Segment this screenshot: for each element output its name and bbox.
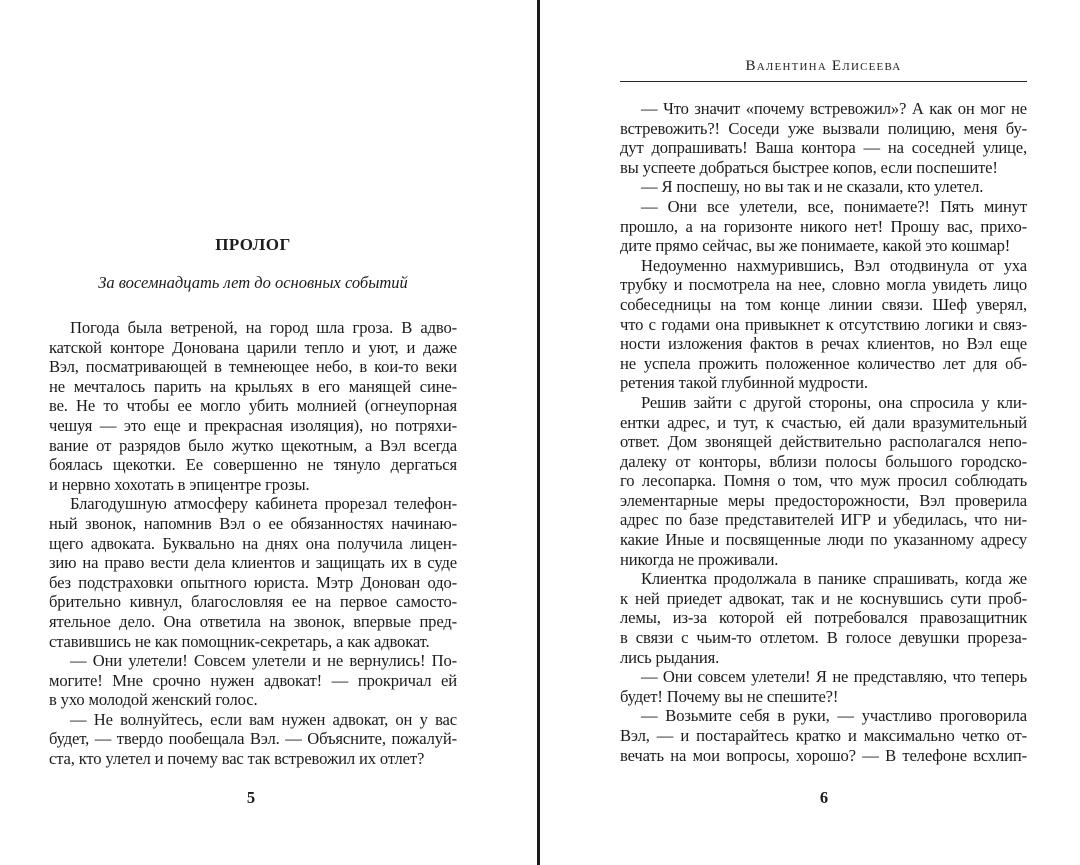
text-line: — Не волнуйтесь, если вам нужен адвокат, он у вас bbox=[70, 709, 457, 729]
text-line: ста, кто улетел и почему вас так встревожил их отлет? bbox=[49, 749, 425, 769]
text-line: — Они совсем улетели! Я не представляю, что теперь bbox=[641, 667, 1027, 687]
text-line: чешуя — это еще и прекрасная изоляция), но потряхи- bbox=[49, 415, 457, 435]
text-line: — Они улетели! Совсем улетели и не вернулись! По- bbox=[70, 651, 457, 671]
page-number-right: 6 bbox=[819, 788, 829, 807]
running-head-rule bbox=[620, 81, 1027, 82]
chapter-title: ПРОЛОГ bbox=[215, 235, 291, 254]
text-line: элементарные меры предосторожности, Вэл проверила bbox=[620, 490, 1027, 510]
text-line: Погода была ветреной, на город шла гроза. В адво- bbox=[70, 318, 457, 337]
text-line: зию на право вести дела клиентов и защищать их в суде bbox=[49, 553, 457, 573]
paragraph bbox=[620, 393, 1027, 569]
left-page bbox=[0, 0, 537, 865]
text-line: ный звонок, напомнив Вэл о ее обязанностях начинаю- bbox=[49, 513, 457, 533]
text-line: ности изложения фактов в речах клиентов, но Вэл еще bbox=[620, 334, 1027, 354]
text-line: встревожить?! Соседи уже вызвали полицию, меня бу- bbox=[620, 118, 1027, 138]
right-page-text bbox=[620, 99, 1027, 765]
text-line: лемы, из-за которой ей потребовался правозащитник bbox=[620, 608, 1027, 628]
paragraph bbox=[620, 197, 1027, 256]
paragraph bbox=[49, 494, 457, 651]
text-line: адрес по базе представителей ИГР и убедилась, что ни- bbox=[620, 510, 1027, 530]
text-line: го лесопарка. Помня о том, что муж просил соблюдать bbox=[620, 471, 1027, 491]
text-line: — Возьмите себя в руки, — участливо проговорила bbox=[641, 706, 1027, 726]
text-line: никогда не проживали. bbox=[620, 549, 779, 569]
running-head: Валентина Елисеева bbox=[745, 58, 902, 74]
text-line: будет, — твердо пообещала Вэл. — Объясните, пожалуй- bbox=[49, 729, 457, 749]
paragraph bbox=[49, 651, 457, 710]
paragraph bbox=[620, 177, 1027, 197]
text-line: будет! Почему вы не спешите?! bbox=[620, 686, 839, 706]
text-line: ставившись не как помощник-секретарь, а как адвокат. bbox=[49, 631, 430, 651]
paragraph bbox=[620, 667, 1027, 706]
text-line: — Что значит «почему встревожил»? А как он мог не bbox=[641, 99, 1027, 118]
text-line: не успела прожить положенное количество лет для об- bbox=[620, 353, 1027, 373]
text-line: ретения такой глубинной мудрости. bbox=[620, 373, 868, 393]
text-line: в ухо молодой женский голос. bbox=[49, 690, 258, 710]
text-line: Решив зайти с другой стороны, она спросила у кли- bbox=[641, 392, 1027, 412]
paragraph bbox=[620, 256, 1027, 393]
paragraph bbox=[620, 706, 1027, 765]
text-line: без подстраховки опытного юриста. Мэтр Донован одо- bbox=[49, 572, 457, 592]
text-line: — Они все улетели, все, понимаете?! Пять минут bbox=[641, 196, 1027, 216]
text-line: ве. Не то чтобы ее могло убить молнией (огнеупорная bbox=[49, 396, 457, 416]
paragraph bbox=[49, 710, 457, 769]
paragraph bbox=[49, 318, 457, 494]
text-line: в связи с чьим-то отлетом. В голосе девушки прореза- bbox=[620, 628, 1027, 648]
text-line: лись рыдания. bbox=[620, 647, 720, 667]
text-line: к ней приедет адвокат, так и не коснувшись сути проб- bbox=[620, 588, 1027, 608]
right-page bbox=[540, 0, 1080, 865]
text-line: ятельное дело. Она ответила на звонок, впервые пред- bbox=[49, 611, 457, 631]
text-line: ответ. Дом звонящей действительно располагался непо- bbox=[620, 432, 1027, 452]
page-number-left: 5 bbox=[246, 788, 256, 807]
text-line: ентки адрес, и тут, к счастью, ей дали вразумительный bbox=[620, 412, 1027, 432]
text-line: щего адвоката. Буквально на днях она получила лицен- bbox=[49, 533, 457, 553]
text-line: дите прямо сейчас, вы же понимаете, какой это кошмар! bbox=[620, 236, 1011, 256]
text-line: что с годами она привыкнет к отсутствию логики и связ- bbox=[620, 314, 1027, 334]
text-line: Вэл, посматривающей в темнеющее небо, в кои-то веки bbox=[49, 357, 457, 377]
text-line: дут допрашивать! Ваша контора — на соседней улице, bbox=[620, 138, 1027, 158]
text-line: могите! Мне срочно нужен адвокат! — прокричал ей bbox=[49, 670, 457, 690]
left-page-text bbox=[49, 318, 457, 769]
text-line: Благодушную атмосферу кабинета прорезал телефон- bbox=[70, 494, 457, 514]
text-line: — Я поспешу, но вы так и не сказали, кто улетел. bbox=[641, 177, 984, 197]
text-line: вание от разрядов было жутко щекотным, а Вэл всегда bbox=[49, 435, 457, 455]
text-line: далеку от конторы, вблизи полосы большого городско- bbox=[620, 451, 1027, 471]
text-line: не мечталось парить на крыльях в его манящей сине- bbox=[49, 376, 457, 396]
text-line: катской конторе Донована царили тепло и уют, и даже bbox=[49, 337, 457, 357]
text-line: и нервно хохотать в эпицентре грозы. bbox=[49, 474, 310, 494]
chapter-subtitle: За восемнадцать лет до основных событий bbox=[98, 273, 408, 292]
paragraph bbox=[620, 99, 1027, 177]
text-line: прошло, а на горизонте никого нет! Прошу вас, прихо- bbox=[620, 216, 1027, 236]
text-line: брительно кивнул, благословляя ее на первое самосто- bbox=[49, 592, 457, 612]
text-line: какие Иные и посвященные люди по указанному адресу bbox=[620, 530, 1027, 550]
text-line: трубку и посмотрела на нее, словно могла увидеть лицо bbox=[620, 275, 1027, 295]
text-line: боялась щекотки. Ее совершенно не тянуло дергаться bbox=[49, 455, 457, 475]
text-line: собеседницы на том конце линии связи. Шеф уверял, bbox=[620, 294, 1027, 314]
text-line: Недоуменно нахмурившись, Вэл отодвинула от уха bbox=[641, 255, 1027, 275]
paragraph bbox=[620, 569, 1027, 667]
text-line: вы успеете добраться быстрее копов, если поспешите! bbox=[620, 157, 998, 177]
text-line: вечать на мои вопросы, хорошо? — В телефоне всхлип- bbox=[620, 745, 1027, 765]
text-line: Вэл, — и постарайтесь кратко и максимально четко от- bbox=[620, 726, 1027, 745]
text-line: Клиентка продолжала в панике спрашивать, когда же bbox=[641, 569, 1027, 589]
